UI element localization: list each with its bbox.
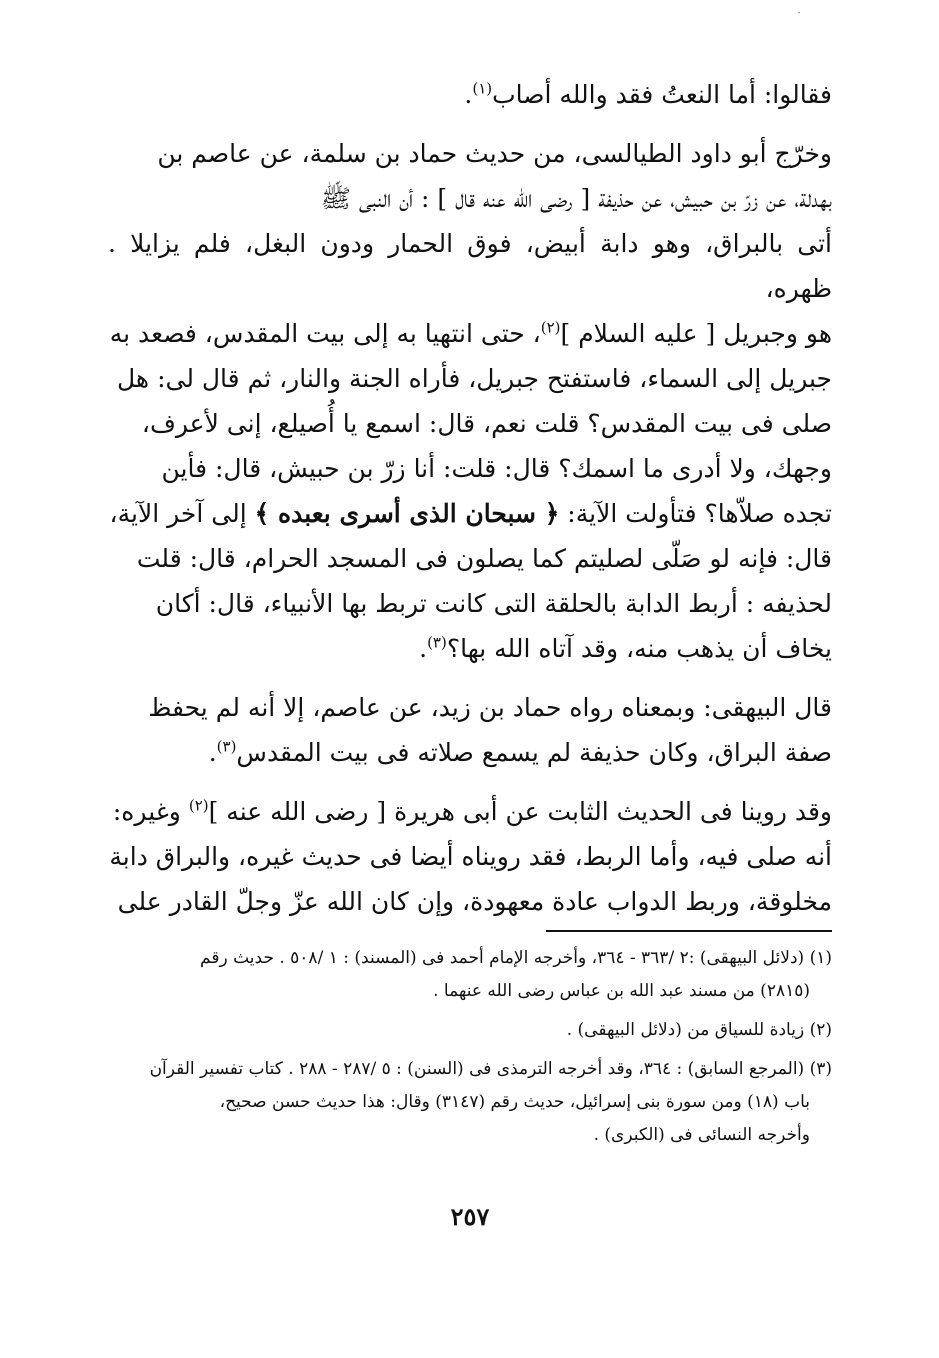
paragraph-1	[108, 72, 832, 117]
paragraph-2-line-4-end: ، حتى انتهيا به إلى بيت المقدس، فصعد به	[109, 319, 541, 348]
paragraph-2-line-9: قال: فإنه لو صَلّى لصليتم كما يصلون فى المسجد الحرام، قال: قلت	[136, 544, 832, 573]
paragraph-2-line-8-end: إلى آخر الآية،	[109, 499, 255, 528]
footnote-ref-3: (٣)	[427, 633, 447, 652]
paragraph-2-line-4	[108, 311, 832, 356]
paragraph-2	[108, 131, 832, 671]
footnote-1	[108, 942, 832, 1008]
paragraph-2-line-1: وخرّج أبو داود الطيالسى، من حديث حماد بن سلمة، عن عاصم بن	[157, 139, 832, 168]
paragraph-4-line-1	[108, 789, 832, 834]
paragraph-2-line-4-start: هو وجبريل [ عليه السلام ]	[560, 319, 832, 348]
footnote-divider	[546, 930, 832, 932]
paragraph-4-line-3: مخلوقة، وربط الدواب عادة معهودة، وإن كان الله عزّ وجلّ القادر على	[117, 887, 832, 916]
paragraph-2-line-7: وجهك، ولا أدرى ما اسمك؟ قال: قلت: أنا زرّ بن حبيش، قال: فأين	[161, 454, 832, 483]
page-number: ٢٥٧	[450, 1202, 490, 1231]
paragraph-2-line-8	[108, 491, 832, 536]
corner-mark: ·	[797, 6, 801, 20]
paragraph-4-line-2: أنه صلى فيه، وأما الربط، فقد رويناه أيضا فى حديث غيره، والبراق دابة	[109, 842, 832, 871]
footnote-3-line-3: وأخرجه النسائى فى (الكبرى) .	[593, 1125, 810, 1145]
page-body	[108, 72, 832, 1312]
paragraph-1-text: فقالوا: أما النعتُ فقد والله أصاب	[492, 80, 832, 109]
footnote-ref-1: (١)	[472, 79, 493, 98]
paragraph-1-line	[108, 72, 832, 117]
footnotes	[108, 942, 832, 1158]
paragraph-2-line-3: أتى بالبراق، وهو دابة أبيض، فوق الحمار ودون البغل، فلم يزايلا . ظهره،	[108, 229, 832, 303]
footnote-ref-2: (٢)	[540, 318, 561, 337]
footnote-3-line-1: (٣) (المرجع السابق) : ٣٦٤، وقد أخرجه الترمذى فى (السنن) : ٥ /٢٨٧ - ٢٨٨ . كتاب تفسير القرآن	[149, 1059, 832, 1079]
paragraph-3	[108, 685, 832, 775]
paragraph-4-line-1-start: وقد روينا فى الحديث الثابت عن أبى هريرة [ رضى الله عنه ]	[208, 797, 832, 826]
footnote-ref-2b: (٢)	[188, 796, 209, 815]
paragraph-2-line-2: بهدلة، عن زرّ بن حبيش، عن حذيفة [ رضى الله عنه قال ] : أن النبى ﷺ	[320, 184, 832, 213]
footnote-1-line-2: (٢٨١٥) من مسند عبد الله بن عباس رضى الله عنهما .	[433, 981, 810, 1001]
paragraph-1-end: .	[464, 80, 473, 109]
paragraph-2-line-10: لحذيفه : أربط الدابة بالحلقة التى كانت تربط بها الأنبياء، قال: أكان	[155, 589, 832, 618]
paragraph-3-line-2	[108, 730, 832, 775]
footnote-3-line-2: باب (١٨) ومن سورة بنى إسرائيل، حديث رقم (٣١٤٧) وقال: هذا حديث حسن صحيح،	[219, 1092, 810, 1112]
paragraph-2-line-11-end: .	[419, 634, 428, 663]
quran-quote: ﴿ سبحان الذى أسرى بعبده ﴾	[254, 499, 560, 528]
paragraph-3-line-1: قال البيهقى: وبمعناه رواه حماد بن زيد، عن عاصم، إلا أنه لم يحفظ	[148, 693, 832, 722]
footnote-2-line-1: (٢) زيادة للسياق من (دلائل البيهقى) .	[566, 1020, 832, 1040]
footnote-3	[108, 1053, 832, 1152]
paragraph-2-line-5: جبريل إلى السماء، فاستفتح جبريل، فأراه الجنة والنار، ثم قال لى: هل	[117, 364, 832, 393]
footnote-ref-3b: (٣)	[216, 737, 237, 756]
paragraph-3-line-2-end: .	[208, 738, 217, 767]
footnote-2	[108, 1014, 832, 1047]
paragraph-2-line-8-start: تجده صلاّها؟ فتأولت الآية:	[559, 499, 832, 528]
paragraph-2-line-6: صلى فى بيت المقدس؟ قلت نعم، قال: اسمع يا أُصيلع، إنى لأعرف،	[141, 409, 832, 438]
paragraph-2-line-11	[108, 626, 832, 671]
paragraph-4	[108, 789, 832, 924]
paragraph-3-line-2-text: صفة البراق، وكان حذيفة لم يسمع صلاته فى بيت المقدس	[236, 738, 832, 767]
paragraph-2-line-11-text: يخاف أن يذهب منه، وقد آتاه الله بها؟	[446, 634, 832, 663]
paragraph-4-line-1-end: وغيره:	[112, 797, 189, 826]
footnote-1-line-1: (١) (دلائل البيهقى) :٢ /٣٦٣ - ٣٦٤، وأخرجه الإمام أحمد فى (المسند) : ١ /٥٠٨ . حديث رقم	[200, 948, 832, 968]
